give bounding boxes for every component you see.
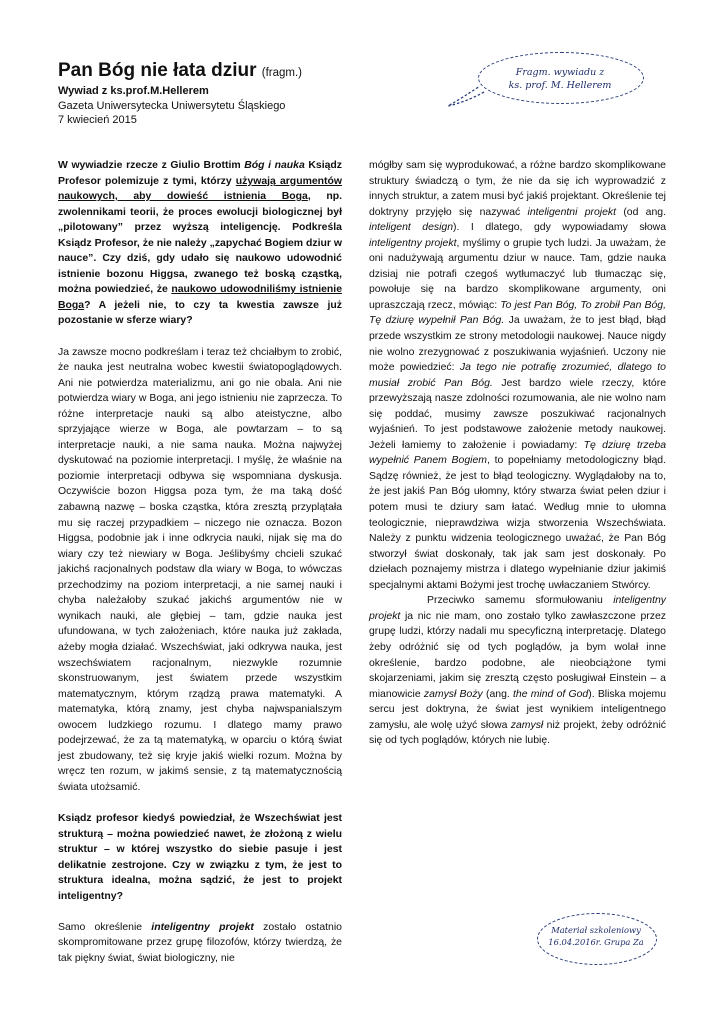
answer-2-paragraph-2 [369, 593, 666, 748]
text: , myślimy o grupie tych ludzi. Ja uważam, że oni nadużywają argumentu dziur w nauce. Tam, gdzie nauka dzisiaj nie potrafi czegoś wytłumaczyć lub tłumacząc się, powołuje się na bardzo skomplikowane argumenty, oni upraszczają rzecz, mówiąc: [369, 237, 666, 311]
answer-2 [58, 920, 342, 967]
training-stamp-text [537, 924, 655, 948]
emphasis: inteligentny projekt [369, 595, 666, 622]
title-note: (fragm.) [261, 67, 303, 79]
emphasis: inteligentni projekt [527, 206, 617, 218]
emphasis: zamysł [510, 719, 544, 731]
text: Przeciwko samemu sformułowaniu [427, 595, 614, 607]
article-date: 7 kwiecień 2015 [58, 114, 137, 126]
bubble-line-1: Fragm. wywiadu z [515, 67, 605, 78]
book-title: Bóg i nauka [244, 160, 305, 171]
text: ). I dlatego, gdy wypowiadamy słowa [453, 222, 667, 234]
answer-2-continued [369, 158, 666, 593]
emphasis: inteligent design [369, 222, 454, 234]
a2-text: Samo określenie [58, 921, 152, 933]
bubble-line-2: ks. prof. M. Hellerem [508, 80, 612, 91]
emphasis: the mind of God [513, 688, 589, 700]
text: ja nic nie mam, ono zostało tylko zawłaszczone przez grupę ludzi, którzy nadali mu specyficzną interpretację. Dlatego żeby odróżnić się od tych poglądów, ja bym wolał inne określenie, bardzo podobne, ale nieobciążone tymi skojarzeniami, jakim się zresztą często posługiwał Einstein – a mianowicie [369, 610, 666, 700]
question-1 [58, 158, 342, 329]
stamp-line-1: Materiał szkoleniowy [551, 925, 641, 935]
emphasis: To jest Pan Bóg, To zrobił Pan Bóg, Tę dziurę wypełnił Pan Bóg. [369, 299, 667, 327]
stamp-line-2: 16.04.2016r. Grupa Za [548, 937, 644, 947]
text: (od ang. [616, 206, 666, 218]
emphasis: Tę dziurę trzeba wypełnić Panem Bogiem [369, 439, 666, 467]
emphasis: Ja tego nie potrafię zrozumieć, dlatego to musiał zrobić Pan Bóg. [369, 362, 666, 389]
emphasis: zamysł Boży [423, 688, 483, 700]
article-subtitle: Wywiad z ks.prof.M.Hellerem [58, 85, 209, 97]
q1-text: ? A jeżeli nie, to czy ta kwestia zawsze już pozostanie w sferze wiary? [58, 299, 342, 327]
right-column [369, 158, 666, 749]
emphasis: inteligentny projekt [369, 237, 457, 249]
a2-emphasis: inteligentny projekt [151, 921, 254, 933]
answer-1: Ja zawsze mocno podkreślam i teraz też chciałbym to zrobić, że nauka jest neutralna wobec kwestii światopoglądowych. Ani nie potwierdza materializmu, ani go nie obala. Ani nie potwierdza wiary w Boga, ani jego istnieniu nie zaprzecza. To różne interpretacje nauki są albo ateistyczne, albo sprzyjające wierze w Boga, ale powtarzam – to są interpretacje nauki, a nie sama nauka. Można najwyżej dyskutować na poziomie interpretacji. I myślę, że właśnie na poziomie interpretacji odbywa się wspomniana dyskusja. Oczywiście bozon Higgsa poza tym, że ma taką dość zabawną nazwę – boska cząstka, która zresztą przyplątała mu się raczej przypadkiem – niczego nie oznacza. Bozon Higgsa, podobnie jak i inne odkrycia nauki, nijak się ma do wiary czy też niewiary w Boga. Jeślibyśmy chcieli szukać jakichś racjonalnych podstaw dla wiary w Boga, to wówczas przechodzimy na poziom interpretacji, a nie samej nauki i chyba należałoby szukać jakichś argumentów nie w wynikach nauki, ale głębiej – tam, gdzie nauka jest ufundowana, w tych założeniach, które nauka już zakłada, ażeby mogła działać. Wszechświat, jaki odkrywa nauka, jest wszechświatem racjonalnym, niezwykle rozumnie skonstruowanym, jest światem przede wszystkim matematycznym, którym rządzą prawa matematyki. A matematyka, którą znamy, jest chyba najwspanialszym owocem ludzkiego rozumu. I dlatego mamy prawo podejrzewać, że za tą matematyką, w oparciu o którą świat jest zbudowany, też się kryje jakiś wielki rozum. Można by wręcz ten rozum, w jakimś sensie, z tą matematycznością świata utożsamić. [58, 346, 342, 793]
speech-bubble-text [478, 66, 642, 92]
q1-text: , np. zwolennikami teorii, że proces ewolucji biologicznej był „pilotowany” przez wyższą inteligencję. Podkreśla Ksiądz Profesor, że nie należy „zapychać Bogiem dziur w nauce”. Czy dziś, gdy udało się naukowo udowodnić istnienie bozonu Higgsa, zwanego też boską cząstką, można powiedzieć, że [58, 191, 342, 296]
article-source: Gazeta Uniwersytecka Uniwersytetu Śląskiego [58, 99, 286, 112]
title-text: Pan Bóg nie łata dziur [58, 60, 257, 81]
text: , to popełniamy metodologiczny błąd. Sądzę również, że jest to błąd teologiczny. Wyglądałoby na to, że jest jakiś Pan Bóg ułomny, który stwarza świat pełen dziur i potem musi te dziury sam łatać. Według mnie to ułomna teologicznie, nieprawdziwa wizja stworzenia Wszechświata. Należy z punktu widzenia teologicznego uważać, że Pan Bóg stworzył świat doskonały, tak jak sam jest doskonały. Po dziełach poznajemy mistrza i dlatego wypełnianie dziur jakimiś specjalnymi aktami Bożymi jest trochę uwłaczaniem Stwórcy. [369, 455, 666, 591]
article-title [58, 60, 388, 84]
a2-text: zostało ostatnio skompromitowane przez grupę filozofów, którzy twierdzą, że tak piękny świat, świat biologiczny, nie [58, 921, 342, 964]
q1-underlined: używają argumentów naukowych, aby dowieść istnienia Boga [58, 175, 342, 203]
text: Jest bardzo wiele rzeczy, które przewyższają nasze zdolności rozumowania, ale nie wolno nam się poddać, musimy zawsze poszukiwać racjonalnych wyjaśnień. To jest podstawowe założenie metody naukowej. Jeżeli łamiemy to założenie i powiadamy: [369, 377, 666, 451]
text: mógłby sam się wyprodukować, a różne bardzo skomplikowane struktury świadczą o tym, że nie da się ich wyprowadzić z innych struktur, a zatem musi być jakiś projektant. Określenie tej doktryny przyjęło się nazywać [369, 160, 666, 218]
text: (ang. [482, 688, 513, 700]
text: niż projekt, żeby odróżnić się od tych poglądów, których nie lubię. [369, 719, 666, 747]
text: ). Bliska mojemu sercu jest doktryna, że świat jest wynikiem inteligentnego zamysłu, ale wolę użyć słowa [369, 688, 667, 731]
left-column [58, 158, 342, 966]
question-2: Ksiądz profesor kiedyś powiedział, że Wszechświat jest strukturą – można powiedzieć nawet, że złożoną z wielu struktur – w której wszystko do siebie pasuje i jest delikatnie zestrojone. Czy w związku z tym, że jest to struktura idealna, można sądzić, że jest to projekt inteligentny? [58, 812, 342, 902]
q1-text: W wywiadzie rzecze z Giulio Brottim [58, 160, 245, 171]
article-header [58, 60, 388, 128]
text: Ja uważam, że to jest błąd, błąd przede wszystkim ze strony metodologii naukowej. Nauce nigdy nie wolno zrezygnować z poszukiwania wyjaśnień. Uczony nie może powiedzieć: [369, 315, 666, 374]
q1-text: Ksiądz Profesor polemizuje z tymi, którzy [58, 160, 342, 187]
q1-underlined: naukowo udowodniliśmy istnienie Boga [58, 284, 342, 311]
